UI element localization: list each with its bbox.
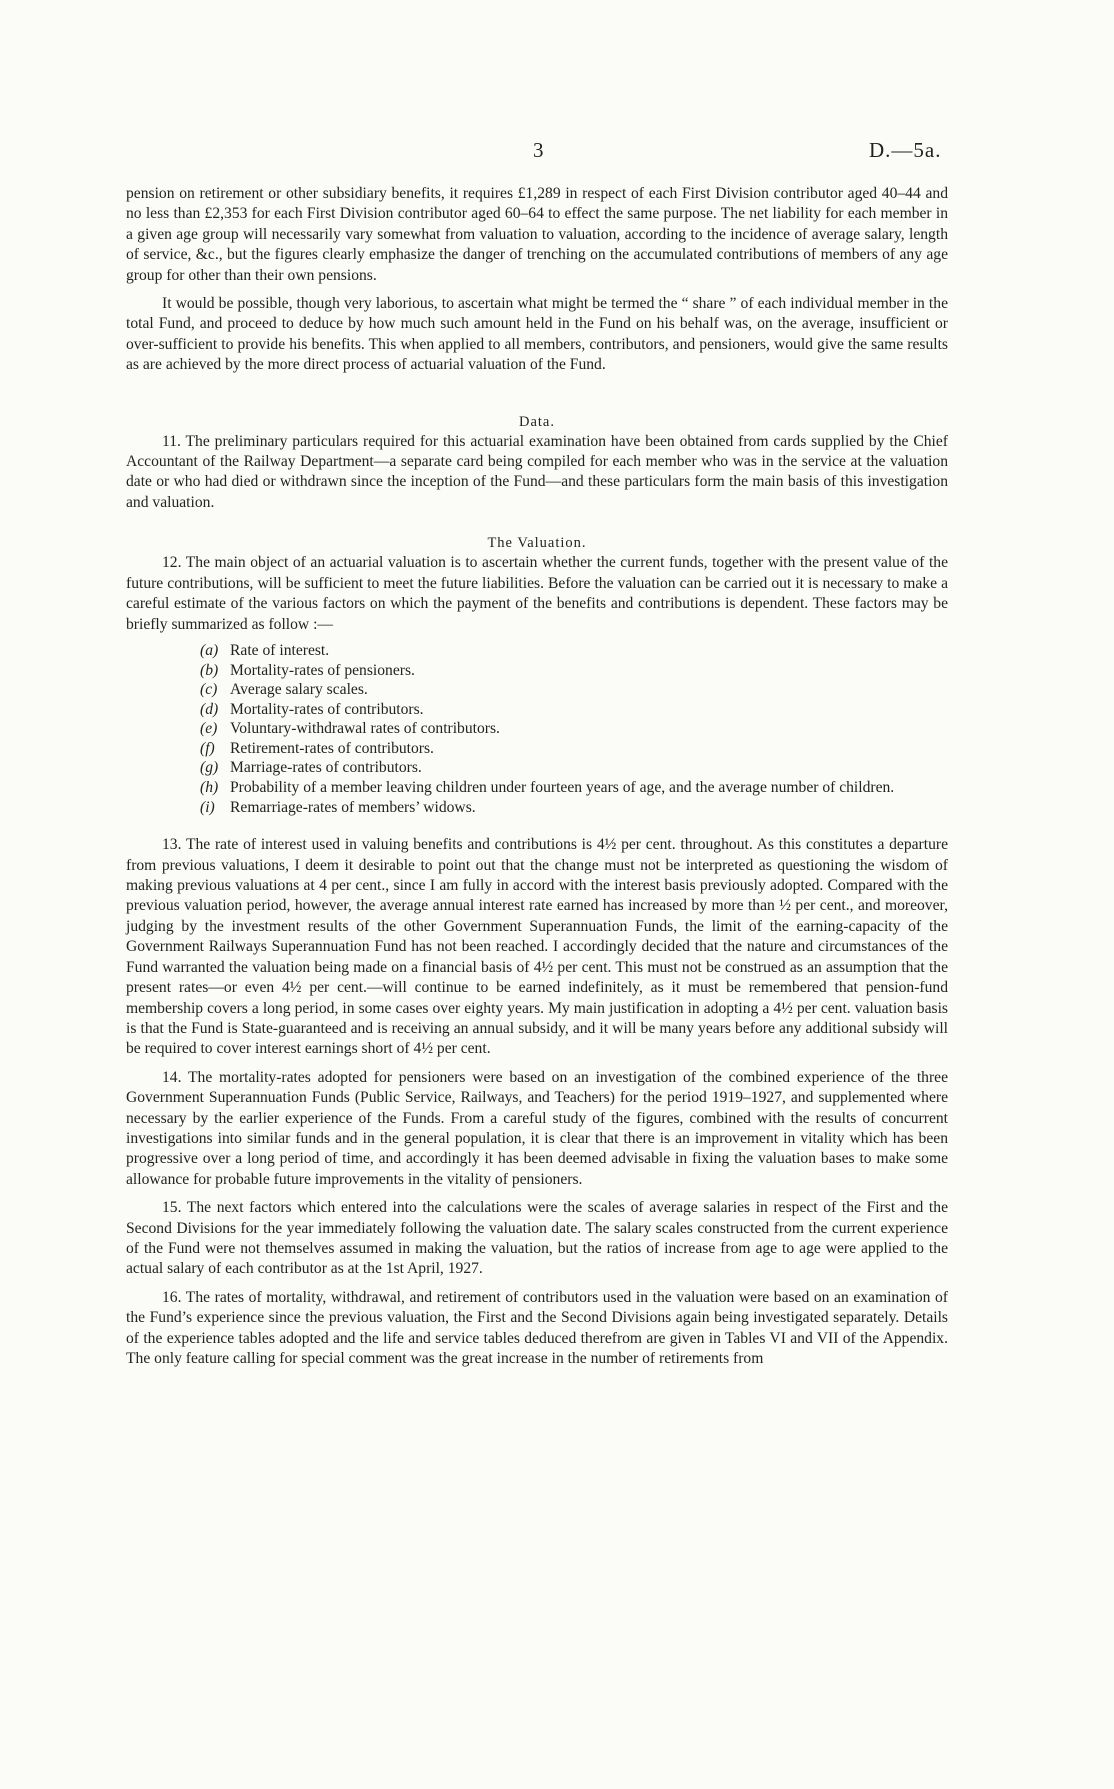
list-item-text: Mortality-rates of contributors. xyxy=(230,700,424,718)
list-marker: (e) xyxy=(200,720,218,738)
list-marker: (b) xyxy=(200,661,219,679)
list-item xyxy=(200,758,948,778)
list-marker: (c) xyxy=(200,681,218,699)
list-item xyxy=(200,739,948,759)
list-marker: (d) xyxy=(200,700,219,718)
paragraph-14: 14. The mortality-rates adopted for pensioners were based on an investigation of the combined experience of the three Government Superannuation Funds (Public Service, Railways, and Teachers) for the period 1919–1927, and supplemented where necessary by the earlier experience of the Funds. From a careful study of the figures, combined with the results of concurrent investigations into similar funds and in the general population, it is clear that there is an improvement in vitality which has been progressive over a long period of time, and accordingly it has been deemed advisable in fixing the valuation bases to make some allowance for probable future improvements in the vitality of pensioners. xyxy=(126,1068,948,1188)
list-item-text: Remarriage-rates of members’ widows. xyxy=(230,798,476,816)
list-item xyxy=(200,798,948,818)
factors-list xyxy=(200,641,948,817)
list-marker: (f) xyxy=(200,739,215,757)
list-item xyxy=(200,661,948,681)
paragraph-12: 12. The main object of an actuarial valuation is to ascertain whether the current funds, together with the present value of the future contributions, will be sufficient to meet the future liabilities. Before the valuation can be carried out it is necessary to make a careful estimate of the various factors on which the payment of the benefits and contributions is dependent. These factors may be briefly summarized as follow :— xyxy=(126,554,948,633)
paragraph-pension-continuation: pension on retirement or other subsidiary benefits, it requires £1,289 in respect of each First Division contributor aged 40–44 and no less than £2,353 for each First Division contributor aged 60–64 to effect the same purpose. The net liability for each member in a given age group will necessarily vary somewhat from valuation to valuation, according to the incidence of average salary, length of service, &c., but the figures clearly emphasize the danger of trenching on the accumulated contributions of members of any age group for other than their own pensions. xyxy=(126,185,948,284)
paragraph-13: 13. The rate of interest used in valuing benefits and contributions is 4½ per cent. throughout. As this constitutes a departure from previous valuations, I deem it desirable to point out that the change must not be interpreted as questioning the wisdom of making previous valuations at 4 per cent., since I am fully in accord with the interest basis previously adopted. Compared with the previous valuation period, however, the average annual interest rate earned has increased by more than ½ per cent., and moreover, judging by the investment results of the other Government Superannuation Funds, the limit of the earning-capacity of the Government Railways Superannuation Fund has not been reached. I accordingly decided that the nature and circumstances of the Fund warranted the valuation being made on a financial basis of 4½ per cent. This must not be construed as an assumption that the present rates—or even 4½ per cent.—will continue to be earned indefinitely, as it must be remembered that pension-fund membership covers a long period, in some cases over eighty years. My main justification in adopting a 4½ per cent. valuation basis is that the Fund is State-guaranteed and is receiving an annual subsidy, and it will be many years before any additional subsidy will be required to cover interest earnings short of 4½ per cent. xyxy=(126,836,948,1058)
document-reference: D.—5a. xyxy=(869,138,942,162)
paragraph-member-share: It would be possible, though very laborious, to ascertain what might be termed the “ share ” of each individual member in the total Fund, and proceed to deduce by how much such amount held in the Fund on his behalf was, on the average, insufficient or over-sufficient to provide his benefits. This when applied to all members, contributors, and pensioners, would give the same results as are achieved by the more direct process of actuarial valuation of the Fund. xyxy=(126,295,948,374)
list-item-text: Mortality-rates of pensioners. xyxy=(230,661,415,679)
list-item xyxy=(200,641,948,661)
list-item-text: Retirement-rates of contributors. xyxy=(230,739,434,757)
list-item-text: Marriage-rates of contributors. xyxy=(230,759,422,777)
list-item-text: Probability of a member leaving children under fourteen years of age, and the average number of children. xyxy=(230,779,895,797)
section-heading-data: Data. xyxy=(519,413,555,430)
list-item xyxy=(200,700,948,720)
list-marker: (h) xyxy=(200,779,219,797)
paragraph-16: 16. The rates of mortality, withdrawal, and retirement of contributors used in the valuation were based on an examination of the Fund’s experience since the previous valuation, the First and the Second Divisions again being investigated separately. Details of the experience tables adopted and the life and service tables deduced therefrom are given in Tables VI and VII of the Appendix. The only feature calling for special comment was the great increase in the number of retirements from xyxy=(126,1288,948,1367)
list-marker: (i) xyxy=(200,798,215,816)
paragraph-15: 15. The next factors which entered into the calculations were the scales of average salaries in respect of the First and the Second Divisions for the year immediately following the valuation date. The salary scales constructed from the current experience of the Fund were not themselves assumed in making the valuation, but the ratios of increase from age to age were applied to the actual salary of each contributor as at the 1st April, 1927. xyxy=(126,1199,948,1278)
list-item-text: Voluntary-withdrawal rates of contributors. xyxy=(230,720,500,738)
list-item xyxy=(200,680,948,700)
paragraph-11: 11. The preliminary particulars required for this actuarial examination have been obtained from cards supplied by the Chief Accountant of the Railway Department—a separate card being compiled for each member who was in the service at the valuation date or who had died or withdrawn since the inception of the Fund—and these particulars form the main basis of this investigation and valuation. xyxy=(126,432,948,511)
list-item-text: Average salary scales. xyxy=(230,681,368,699)
list-item xyxy=(200,719,948,739)
page-header xyxy=(0,138,1114,168)
list-marker: (g) xyxy=(200,759,219,777)
text-column xyxy=(126,184,948,1369)
page-number: 3 xyxy=(533,138,544,162)
list-item-text: Rate of interest. xyxy=(230,641,330,659)
list-item xyxy=(200,778,948,798)
list-marker: (a) xyxy=(200,641,219,659)
section-heading-valuation: The Valuation. xyxy=(487,535,587,552)
